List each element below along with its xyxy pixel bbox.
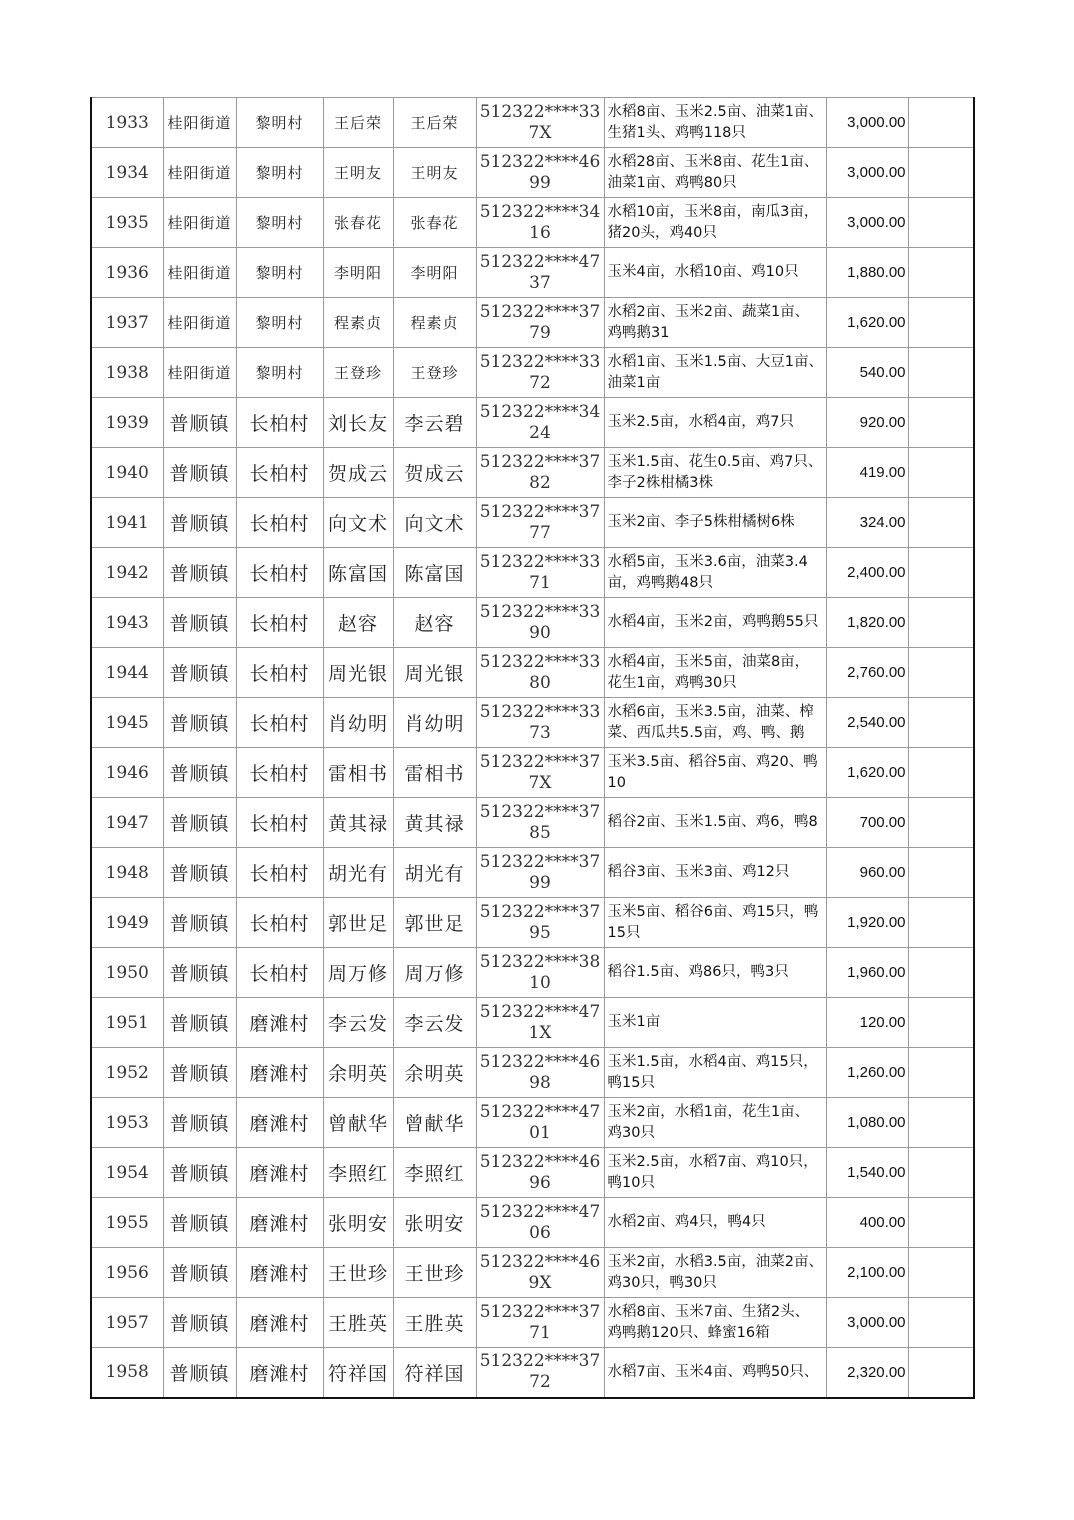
town-cell: 普顺镇 [163, 1198, 236, 1248]
amount-cell: 400.00 [826, 1198, 908, 1248]
description-cell [604, 848, 826, 898]
row-number: 1958 [91, 1348, 163, 1398]
village-cell: 黎明村 [236, 98, 323, 148]
name-cell: 王后荣 [323, 98, 393, 148]
recipient-name-cell: 贺成云 [393, 448, 476, 498]
description-cell [604, 348, 826, 398]
description-cell [604, 198, 826, 248]
row-number: 1935 [91, 198, 163, 248]
description-cell [604, 498, 826, 548]
amount-cell: 2,540.00 [826, 698, 908, 748]
remarks-cell [908, 698, 974, 748]
table-row [91, 848, 974, 898]
description-cell [604, 1248, 826, 1298]
description-cell [604, 748, 826, 798]
amount-cell: 1,540.00 [826, 1148, 908, 1198]
amount-cell: 920.00 [826, 398, 908, 448]
village-cell: 磨滩村 [236, 1198, 323, 1248]
village-cell: 长柏村 [236, 548, 323, 598]
description-cell [604, 398, 826, 448]
recipient-name-cell: 郭世足 [393, 898, 476, 948]
id-number-cell: 512322****3372 [476, 348, 604, 398]
id-number-cell: 512322****3373 [476, 698, 604, 748]
description-cell [604, 98, 826, 148]
recipient-name-cell: 李明阳 [393, 248, 476, 298]
recipient-name-cell: 王世珍 [393, 1248, 476, 1298]
id-number-cell: 512322****3771 [476, 1298, 604, 1348]
description-text: 玉米5亩、稻谷6亩、鸡15只，鸭15只 [607, 903, 819, 941]
remarks-cell [908, 248, 974, 298]
recipient-name-cell: 黄其禄 [393, 798, 476, 848]
remarks-cell [908, 298, 974, 348]
recipient-name-cell: 雷相书 [393, 748, 476, 798]
row-number: 1933 [91, 98, 163, 148]
row-number: 1953 [91, 1098, 163, 1148]
description-text: 水稻8亩、玉米2.5亩、油菜1亩、生猪1头、鸡鸭118只 [607, 103, 824, 141]
row-number: 1950 [91, 948, 163, 998]
id-number-cell: 512322****3782 [476, 448, 604, 498]
name-cell: 贺成云 [323, 448, 393, 498]
town-cell: 普顺镇 [163, 848, 236, 898]
row-number: 1940 [91, 448, 163, 498]
recipient-name-cell: 余明英 [393, 1048, 476, 1098]
remarks-cell [908, 1048, 974, 1098]
table-row [91, 648, 974, 698]
recipient-name-cell: 胡光有 [393, 848, 476, 898]
town-cell: 普顺镇 [163, 748, 236, 798]
table-row [91, 148, 974, 198]
amount-cell: 120.00 [826, 998, 908, 1048]
amount-cell: 1,620.00 [826, 298, 908, 348]
town-cell: 普顺镇 [163, 698, 236, 748]
town-cell: 普顺镇 [163, 1348, 236, 1398]
table-body [91, 98, 974, 1398]
village-cell: 长柏村 [236, 898, 323, 948]
remarks-cell [908, 98, 974, 148]
description-text: 玉米2.5亩，水稻4亩，鸡7只 [607, 414, 795, 430]
remarks-cell [908, 448, 974, 498]
name-cell: 周光银 [323, 648, 393, 698]
remarks-cell [908, 648, 974, 698]
table-row [91, 448, 974, 498]
description-cell [604, 898, 826, 948]
village-cell: 长柏村 [236, 448, 323, 498]
id-number-cell: 512322****4698 [476, 1048, 604, 1098]
id-number-cell: 512322****3371 [476, 548, 604, 598]
village-cell: 长柏村 [236, 848, 323, 898]
amount-cell: 3,000.00 [826, 1298, 908, 1348]
amount-cell: 1,960.00 [826, 948, 908, 998]
description-text: 玉米2亩、李子5株柑橘树6株 [607, 514, 795, 530]
town-cell: 桂阳街道 [163, 248, 236, 298]
row-number: 1952 [91, 1048, 163, 1098]
table-row [91, 1348, 974, 1398]
name-cell: 李云发 [323, 998, 393, 1048]
recipient-name-cell: 赵容 [393, 598, 476, 648]
table-row [91, 348, 974, 398]
remarks-cell [908, 748, 974, 798]
amount-cell: 1,920.00 [826, 898, 908, 948]
table-row [91, 948, 974, 998]
row-number: 1948 [91, 848, 163, 898]
row-number: 1944 [91, 648, 163, 698]
recipient-name-cell: 王明友 [393, 148, 476, 198]
amount-cell: 3,000.00 [826, 148, 908, 198]
row-number: 1938 [91, 348, 163, 398]
amount-cell: 2,320.00 [826, 1348, 908, 1398]
village-cell: 磨滩村 [236, 1148, 323, 1198]
table-row [91, 98, 974, 148]
description-text: 稻谷1.5亩、鸡86只，鸭3只 [607, 964, 789, 980]
description-text: 水稻4亩，玉米2亩，鸡鸭鹅55只 [607, 614, 819, 630]
remarks-cell [908, 1148, 974, 1198]
description-text: 水稻10亩，玉米8亩，南瓜3亩，猪20头，鸡40只 [607, 203, 819, 241]
town-cell: 普顺镇 [163, 1098, 236, 1148]
table-row [91, 1298, 974, 1348]
description-cell [604, 598, 826, 648]
name-cell: 王登珍 [323, 348, 393, 398]
description-text: 水稻4亩，玉米5亩，油菜8亩，花生1亩，鸡鸭30只 [607, 653, 810, 691]
name-cell: 余明英 [323, 1048, 393, 1098]
row-number: 1945 [91, 698, 163, 748]
description-text: 稻谷3亩、玉米3亩、鸡12只 [607, 864, 790, 880]
table-row [91, 398, 974, 448]
description-cell [604, 1148, 826, 1198]
town-cell: 普顺镇 [163, 798, 236, 848]
recipient-name-cell: 李云发 [393, 998, 476, 1048]
name-cell: 符祥国 [323, 1348, 393, 1398]
village-cell: 长柏村 [236, 648, 323, 698]
remarks-cell [908, 898, 974, 948]
description-text: 水稻8亩、玉米7亩、生猪2头、鸡鸭鹅120只、蜂蜜16箱 [607, 1303, 810, 1341]
id-number-cell: 512322****3772 [476, 1348, 604, 1398]
name-cell: 周万修 [323, 948, 393, 998]
amount-cell: 1,260.00 [826, 1048, 908, 1098]
id-number-cell: 512322****3785 [476, 798, 604, 848]
name-cell: 王明友 [323, 148, 393, 198]
id-number-cell: 512322****337X [476, 98, 604, 148]
description-cell [604, 148, 826, 198]
name-cell: 肖幼明 [323, 698, 393, 748]
village-cell: 黎明村 [236, 148, 323, 198]
description-cell [604, 448, 826, 498]
town-cell: 桂阳街道 [163, 198, 236, 248]
name-cell: 程素贞 [323, 298, 393, 348]
recipient-name-cell: 向文术 [393, 498, 476, 548]
description-text: 玉米2.5亩，水稻7亩、鸡10只，鸭10只 [607, 1153, 818, 1191]
village-cell: 磨滩村 [236, 1048, 323, 1098]
table-row [91, 498, 974, 548]
remarks-cell [908, 548, 974, 598]
town-cell: 桂阳街道 [163, 348, 236, 398]
id-number-cell: 512322****3810 [476, 948, 604, 998]
village-cell: 长柏村 [236, 748, 323, 798]
description-cell [604, 648, 826, 698]
village-cell: 长柏村 [236, 498, 323, 548]
remarks-cell [908, 848, 974, 898]
id-number-cell: 512322****4701 [476, 1098, 604, 1148]
village-cell: 长柏村 [236, 948, 323, 998]
town-cell: 普顺镇 [163, 898, 236, 948]
town-cell: 普顺镇 [163, 598, 236, 648]
row-number: 1942 [91, 548, 163, 598]
village-cell: 黎明村 [236, 348, 323, 398]
remarks-cell [908, 1198, 974, 1248]
remarks-cell [908, 398, 974, 448]
description-cell [604, 298, 826, 348]
description-cell [604, 698, 826, 748]
table-row [91, 1148, 974, 1198]
recipient-name-cell: 周光银 [393, 648, 476, 698]
description-text: 水稻1亩、玉米1.5亩、大豆1亩、油菜1亩 [607, 353, 824, 391]
row-number: 1937 [91, 298, 163, 348]
description-cell [604, 948, 826, 998]
subsidy-table [90, 97, 975, 1399]
village-cell: 磨滩村 [236, 998, 323, 1048]
amount-cell: 419.00 [826, 448, 908, 498]
row-number: 1954 [91, 1148, 163, 1198]
table-row [91, 1098, 974, 1148]
id-number-cell: 512322****3380 [476, 648, 604, 698]
recipient-name-cell: 王登珍 [393, 348, 476, 398]
row-number: 1939 [91, 398, 163, 448]
village-cell: 磨滩村 [236, 1248, 323, 1298]
recipient-name-cell: 张春花 [393, 198, 476, 248]
town-cell: 普顺镇 [163, 1298, 236, 1348]
recipient-name-cell: 符祥国 [393, 1348, 476, 1398]
name-cell: 张明安 [323, 1198, 393, 1248]
name-cell: 张春花 [323, 198, 393, 248]
row-number: 1956 [91, 1248, 163, 1298]
name-cell: 郭世足 [323, 898, 393, 948]
town-cell: 桂阳街道 [163, 298, 236, 348]
row-number: 1947 [91, 798, 163, 848]
row-number: 1957 [91, 1298, 163, 1348]
id-number-cell: 512322****4737 [476, 248, 604, 298]
town-cell: 普顺镇 [163, 448, 236, 498]
description-text: 水稻5亩，玉米3.6亩，油菜3.4亩，鸡鸭鹅48只 [607, 553, 808, 591]
description-text: 玉米2亩，水稻3.5亩，油菜2亩、鸡30只，鸭30只 [607, 1253, 824, 1291]
amount-cell: 2,100.00 [826, 1248, 908, 1298]
description-cell [604, 1348, 826, 1398]
table-row [91, 798, 974, 848]
table-row [91, 1048, 974, 1098]
remarks-cell [908, 798, 974, 848]
town-cell: 普顺镇 [163, 998, 236, 1048]
remarks-cell [908, 598, 974, 648]
name-cell: 王世珍 [323, 1248, 393, 1298]
description-cell [604, 1298, 826, 1348]
town-cell: 普顺镇 [163, 498, 236, 548]
name-cell: 黄其禄 [323, 798, 393, 848]
amount-cell: 3,000.00 [826, 98, 908, 148]
remarks-cell [908, 148, 974, 198]
amount-cell: 2,400.00 [826, 548, 908, 598]
row-number: 1943 [91, 598, 163, 648]
id-number-cell: 512322****3416 [476, 198, 604, 248]
row-number: 1946 [91, 748, 163, 798]
description-text: 玉米1.5亩、花生0.5亩、鸡7只、李子2株柑橘3株 [607, 453, 823, 491]
name-cell: 曾献华 [323, 1098, 393, 1148]
amount-cell: 3,000.00 [826, 198, 908, 248]
row-number: 1949 [91, 898, 163, 948]
id-number-cell: 512322****4706 [476, 1198, 604, 1248]
village-cell: 黎明村 [236, 248, 323, 298]
village-cell: 黎明村 [236, 198, 323, 248]
remarks-cell [908, 998, 974, 1048]
amount-cell: 324.00 [826, 498, 908, 548]
name-cell: 陈富国 [323, 548, 393, 598]
table-row [91, 548, 974, 598]
town-cell: 桂阳街道 [163, 98, 236, 148]
town-cell: 普顺镇 [163, 1048, 236, 1098]
town-cell: 普顺镇 [163, 648, 236, 698]
village-cell: 长柏村 [236, 398, 323, 448]
table-row [91, 598, 974, 648]
description-text: 玉米3.5亩、稻谷5亩、鸡20、鸭10 [607, 753, 818, 791]
recipient-name-cell: 李照红 [393, 1148, 476, 1198]
row-number: 1934 [91, 148, 163, 198]
row-number: 1955 [91, 1198, 163, 1248]
id-number-cell: 512322****3777 [476, 498, 604, 548]
recipient-name-cell: 陈富国 [393, 548, 476, 598]
table-row [91, 248, 974, 298]
recipient-name-cell: 曾献华 [393, 1098, 476, 1148]
name-cell: 雷相书 [323, 748, 393, 798]
table-row [91, 898, 974, 948]
village-cell: 长柏村 [236, 798, 323, 848]
table-row [91, 748, 974, 798]
recipient-name-cell: 肖幼明 [393, 698, 476, 748]
description-text: 玉米1亩 [607, 1014, 661, 1030]
village-cell: 磨滩村 [236, 1298, 323, 1348]
amount-cell: 960.00 [826, 848, 908, 898]
name-cell: 李明阳 [323, 248, 393, 298]
description-cell [604, 1048, 826, 1098]
id-number-cell: 512322****4699 [476, 148, 604, 198]
id-number-cell: 512322****4696 [476, 1148, 604, 1198]
remarks-cell [908, 198, 974, 248]
amount-cell: 2,760.00 [826, 648, 908, 698]
description-cell [604, 248, 826, 298]
village-cell: 长柏村 [236, 698, 323, 748]
description-cell [604, 798, 826, 848]
table-row [91, 1248, 974, 1298]
amount-cell: 700.00 [826, 798, 908, 848]
id-number-cell: 512322****3779 [476, 298, 604, 348]
table-row [91, 198, 974, 248]
description-text: 玉米1.5亩，水稻4亩、鸡15只，鸭15只 [607, 1053, 818, 1091]
name-cell: 向文术 [323, 498, 393, 548]
row-number: 1936 [91, 248, 163, 298]
id-number-cell: 512322****377X [476, 748, 604, 798]
description-text: 水稻28亩、玉米8亩、花生1亩、油菜1亩、鸡鸭80只 [607, 153, 819, 191]
description-text: 玉米4亩，水稻10亩、鸡10只 [607, 264, 799, 280]
table-row [91, 298, 974, 348]
id-number-cell: 512322****3799 [476, 848, 604, 898]
town-cell: 普顺镇 [163, 1248, 236, 1298]
town-cell: 普顺镇 [163, 1148, 236, 1198]
village-cell: 长柏村 [236, 598, 323, 648]
amount-cell: 540.00 [826, 348, 908, 398]
table-row [91, 998, 974, 1048]
table-row [91, 1198, 974, 1248]
remarks-cell [908, 1248, 974, 1298]
recipient-name-cell: 王胜英 [393, 1298, 476, 1348]
village-cell: 磨滩村 [236, 1348, 323, 1398]
name-cell: 赵容 [323, 598, 393, 648]
table-row [91, 698, 974, 748]
amount-cell: 1,080.00 [826, 1098, 908, 1148]
recipient-name-cell: 周万修 [393, 948, 476, 998]
amount-cell: 1,820.00 [826, 598, 908, 648]
recipient-name-cell: 程素贞 [393, 298, 476, 348]
name-cell: 胡光有 [323, 848, 393, 898]
description-cell [604, 998, 826, 1048]
remarks-cell [908, 1348, 974, 1398]
name-cell: 刘长友 [323, 398, 393, 448]
name-cell: 王胜英 [323, 1298, 393, 1348]
recipient-name-cell: 张明安 [393, 1198, 476, 1248]
recipient-name-cell: 李云碧 [393, 398, 476, 448]
description-text: 水稻7亩、玉米4亩、鸡鸭50只、 [607, 1363, 819, 1380]
description-cell [604, 1198, 826, 1248]
town-cell: 桂阳街道 [163, 148, 236, 198]
remarks-cell [908, 948, 974, 998]
id-number-cell: 512322****3795 [476, 898, 604, 948]
name-cell: 李照红 [323, 1148, 393, 1198]
description-text: 稻谷2亩、玉米1.5亩、鸡6，鸭8 [607, 814, 818, 830]
remarks-cell [908, 1098, 974, 1148]
description-cell [604, 1098, 826, 1148]
id-number-cell: 512322****3424 [476, 398, 604, 448]
description-text: 水稻2亩、鸡4只，鸭4只 [607, 1214, 766, 1230]
amount-cell: 1,620.00 [826, 748, 908, 798]
remarks-cell [908, 348, 974, 398]
row-number: 1941 [91, 498, 163, 548]
description-text: 水稻6亩，玉米3.5亩，油菜、榨菜、西瓜共5.5亩，鸡、鸭、鹅 [607, 703, 814, 741]
description-text: 水稻2亩、玉米2亩、蔬菜1亩、鸡鸭鹅31 [607, 303, 810, 341]
remarks-cell [908, 498, 974, 548]
village-cell: 磨滩村 [236, 1098, 323, 1148]
village-cell: 黎明村 [236, 298, 323, 348]
recipient-name-cell: 王后荣 [393, 98, 476, 148]
id-number-cell: 512322****469X [476, 1248, 604, 1298]
amount-cell: 1,880.00 [826, 248, 908, 298]
description-cell [604, 548, 826, 598]
remarks-cell [908, 1298, 974, 1348]
row-number: 1951 [91, 998, 163, 1048]
town-cell: 普顺镇 [163, 948, 236, 998]
description-text: 玉米2亩，水稻1亩，花生1亩、鸡30只 [607, 1103, 810, 1141]
id-number-cell: 512322****471X [476, 998, 604, 1048]
town-cell: 普顺镇 [163, 548, 236, 598]
town-cell: 普顺镇 [163, 398, 236, 448]
id-number-cell: 512322****3390 [476, 598, 604, 648]
